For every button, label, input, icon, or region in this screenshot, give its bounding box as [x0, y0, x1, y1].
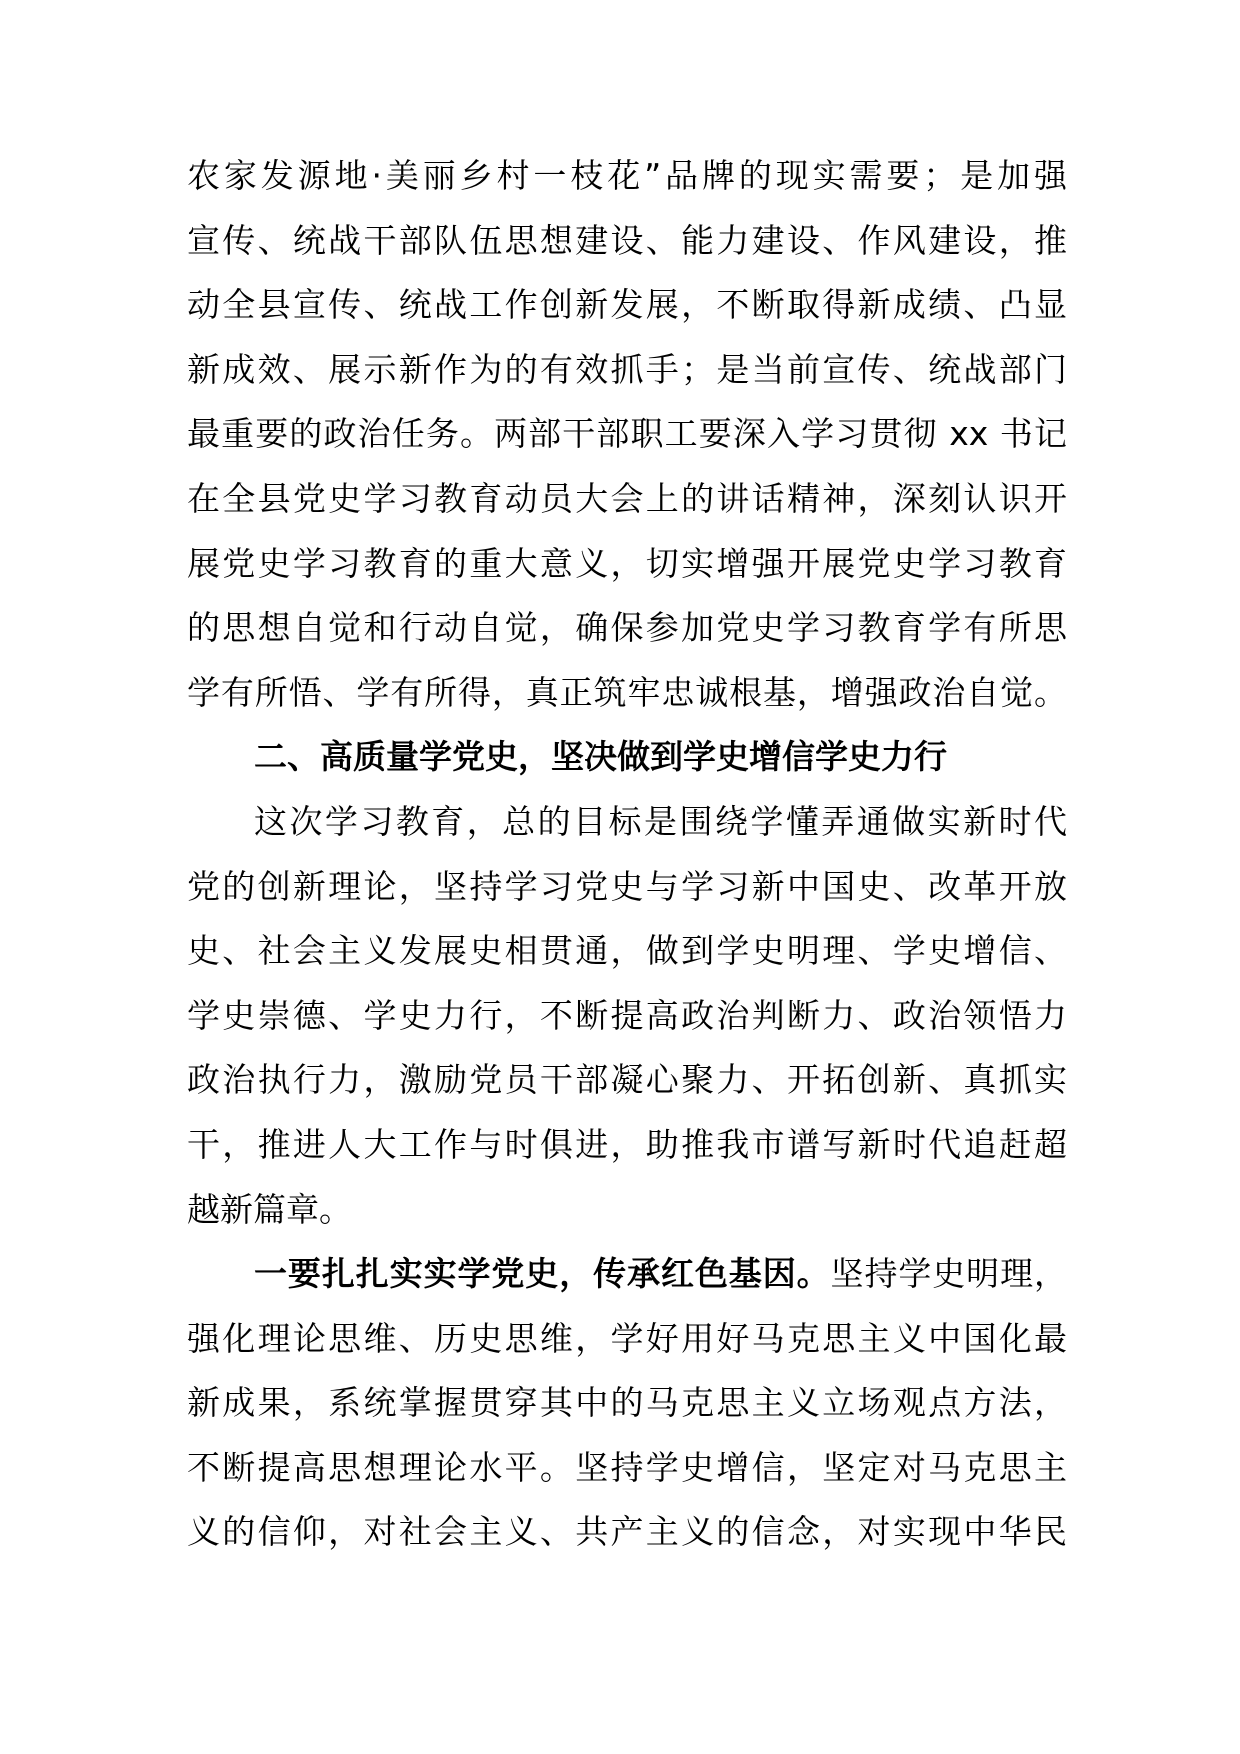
text-line: 农家发源地·美丽乡村一枝花”品牌的现实需要；是加强 [187, 156, 1067, 195]
text-line: 不断提高思想理论水平。坚持学史增信，坚定对马克思主 [187, 1447, 1067, 1487]
text-line: 新成效、展示新作为的有效抓手；是当前宣传、统战部门 [187, 349, 1067, 389]
text-line: 动全县宣传、统战工作创新发展，不断取得新成绩、凸显 [187, 285, 1067, 325]
lead-line-rest: 坚持学史明理， [830, 1254, 1068, 1294]
bold-lead-text: 一要扎扎实实学党史，传承红色基因。 [254, 1254, 831, 1294]
paragraph-lead-line [187, 1242, 1067, 1307]
section-heading: 二、高质量学党史，坚决做到学史增信学史力行 [254, 737, 947, 777]
text-line: 学史崇德、学史力行，不断提高政治判断力、政治领悟力 [187, 995, 1067, 1035]
text-line: 党的创新理论，坚持学习党史与学习新中国史、改革开放 [187, 866, 1067, 906]
text-line: 政治执行力，激励党员干部凝心聚力、开拓创新、真抓实 [187, 1060, 1067, 1100]
paragraph-continuation [187, 144, 1067, 1565]
text-line: 最重要的政治任务。两部干部职工要深入学习贯彻 xx 书记 [187, 414, 1067, 454]
text-line: 义的信仰，对社会主义、共产主义的信念，对实现中华民 [187, 1512, 1067, 1552]
text-line: 强化理论思维、历史思维，学好用好马克思主义中国化最 [187, 1318, 1067, 1358]
text-line: 的思想自觉和行动自觉，确保参加党史学习教育学有所思 [187, 608, 1067, 648]
text-line: 宣传、统战干部队伍思想建设、能力建设、作风建设，推 [187, 220, 1067, 260]
text-line: 新成果，系统掌握贯穿其中的马克思主义立场观点方法， [187, 1383, 1067, 1423]
text-line: 学有所悟、学有所得，真正筑牢忠诚根基，增强政治自觉。 [187, 672, 1067, 712]
text-line: 干，推进人大工作与时俱进，助推我市谱写新时代追赶超 [187, 1124, 1067, 1164]
text-line: 史、社会主义发展史相贯通，做到学史明理、学史增信、 [187, 931, 1067, 971]
text-line: 展党史学习教育的重大意义，切实增强开展党史学习教育 [187, 543, 1067, 583]
text-line: 在全县党史学习教育动员大会上的讲话精神，深刻认识开 [187, 478, 1067, 518]
text-line: 这次学习教育，总的目标是围绕学懂弄通做实新时代 [254, 801, 1067, 841]
text-line: 越新篇章。 [187, 1189, 352, 1229]
